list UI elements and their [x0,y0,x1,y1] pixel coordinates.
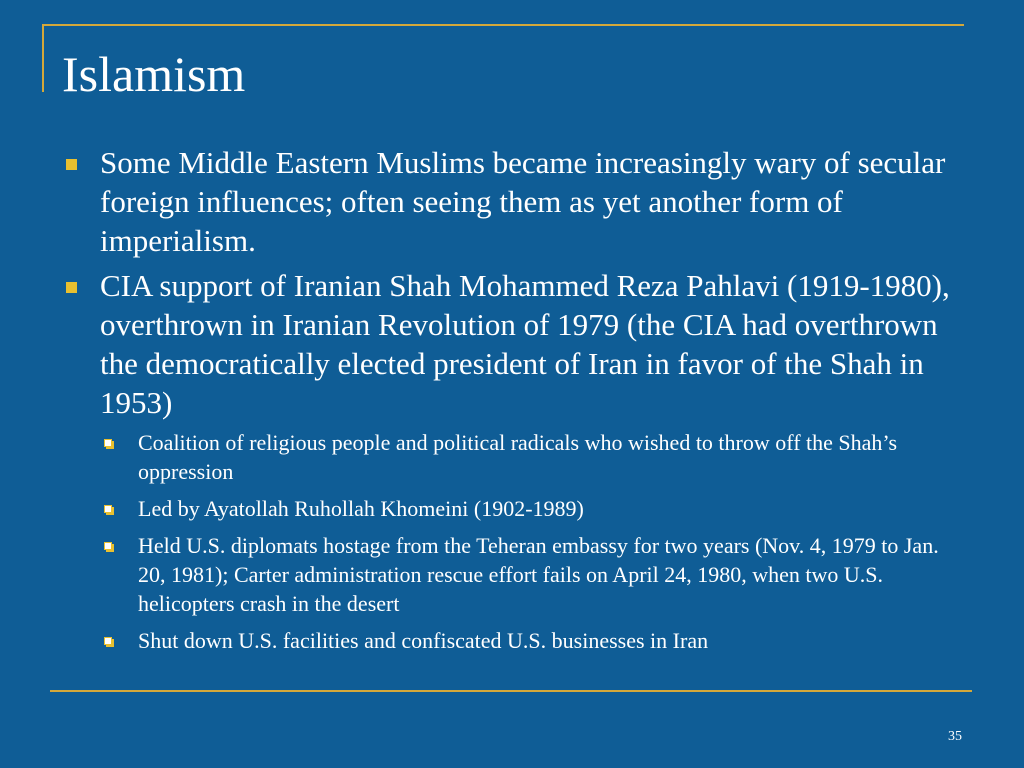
bottom-rule [50,690,972,692]
bullet-item [58,266,968,422]
hollow-square-bullet-icon [100,531,138,560]
sub-bullet-item [100,494,968,523]
sub-bullet-item [100,626,968,655]
bullet-text: CIA support of Iranian Shah Mohammed Reza Pahlavi (1919-1980), overthrown in Iranian Revolution of 1979 (the CIA had overthrown the democratically elected president of Iran in favor of the Shah in 1953) [100,268,950,420]
page-number: 35 [948,729,962,744]
sub-bullet-text: Held U.S. diplomats hostage from the Teheran embassy for two years (Nov. 4, 1979 to Jan. 20, 1981); Carter administration rescue effort fails on April 24, 1980, when two U.S. helicopters crash in the desert [138,533,939,616]
hollow-square-bullet-icon [100,428,138,457]
bullet-text: Some Middle Eastern Muslims became increasingly wary of secular foreign influences; often seeing them as yet another form of imperialism. [100,145,946,258]
sub-bullet-item [100,531,968,618]
hollow-square-bullet-icon [100,494,138,523]
left-rule [42,24,44,92]
hollow-square-bullet-icon [100,626,138,655]
sub-bullet-item [100,428,968,486]
sub-bullet-text: Coalition of religious people and political radicals who wished to throw off the Shah’s oppression [138,430,898,484]
sub-bullet-list [100,428,968,655]
square-bullet-icon [58,266,100,305]
top-rule [42,24,964,26]
sub-bullet-text: Shut down U.S. facilities and confiscated U.S. businesses in Iran [138,628,709,653]
sub-bullet-text: Led by Ayatollah Ruhollah Khomeini (1902-1989) [138,496,584,521]
square-bullet-icon [58,143,100,182]
bullet-item [58,143,968,260]
slide-title: Islamism [62,46,246,102]
slide-content [58,143,968,663]
